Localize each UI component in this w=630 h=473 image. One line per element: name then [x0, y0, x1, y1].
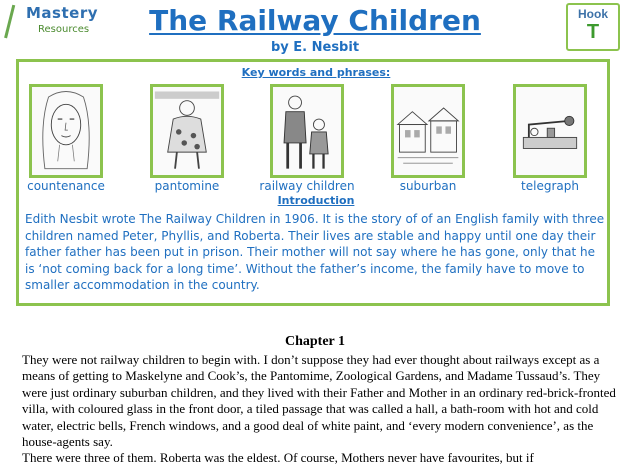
logo-name: Mastery [26, 4, 98, 22]
page-title: The Railway Children [149, 4, 481, 37]
keyword-suburban: suburban [399, 179, 457, 193]
countenance-image [29, 84, 103, 178]
keyword-pantomine: pantomine [154, 179, 220, 193]
keyword-countenance: countenance [27, 179, 105, 193]
keyword-telegraph: telegraph [521, 179, 579, 193]
keywords-title: Key words and phrases: [241, 66, 391, 79]
chapter-paragraph: There were three of them. Roberta was the eldest. Of course, Mothers never have favourites, but if [22, 450, 534, 466]
woman-face-sketch-icon [32, 87, 100, 175]
children-figures-sketch-icon [273, 87, 341, 175]
logo-subtitle: Resources [38, 24, 90, 35]
keywords-intro-panel [16, 59, 610, 306]
pantomine-image [150, 84, 224, 178]
introduction-heading: Introduction [277, 194, 355, 207]
telegraph-key-sketch-icon [516, 87, 584, 175]
keyword-railway-children: railway children [259, 179, 355, 193]
chapter-paragraph: They were not railway children to begin with. I don’t suppose they had ever thought about railways except as a means of getting to Maskelyne and Cook’s, the Pantomime, Zoological Gardens, and Madame Tussaud’s. They were just ordinary suburban children, and they lived with their Father and Mother in an ordinary red-brick-fronted villa, with coloured glass in the front door, a tiled passage that was called a hall, a bath-room with hot and cold water, electric bells, French windows, and a good deal of white paint, and ‘every modern convenience’, as the house-agents say. [22, 352, 616, 450]
introduction-text: Edith Nesbit wrote The Railway Children in 1906. It is the story of of an English family with three children named Peter, Phyllis, and Roberta. Their lives are stable and happy until one day their father father has been put in prison. Their mother will not say where he has gone, only that he is ‘not coming back for a long time’. Without the father’s income, the family have to move to smaller accommodation in the country. [25, 212, 605, 292]
chapter-heading: Chapter 1 [284, 334, 346, 349]
hook-label: Hook [578, 7, 608, 21]
railway-children-image [270, 84, 344, 178]
telegraph-image [513, 84, 587, 178]
author-byline: by E. Nesbit [270, 40, 360, 55]
pantomime-figure-sketch-icon [153, 87, 221, 175]
suburban-houses-sketch-icon [394, 87, 462, 175]
hook-value: T [586, 21, 600, 43]
hook-badge [566, 3, 620, 51]
chapter-body [22, 352, 622, 467]
suburban-image [391, 84, 465, 178]
